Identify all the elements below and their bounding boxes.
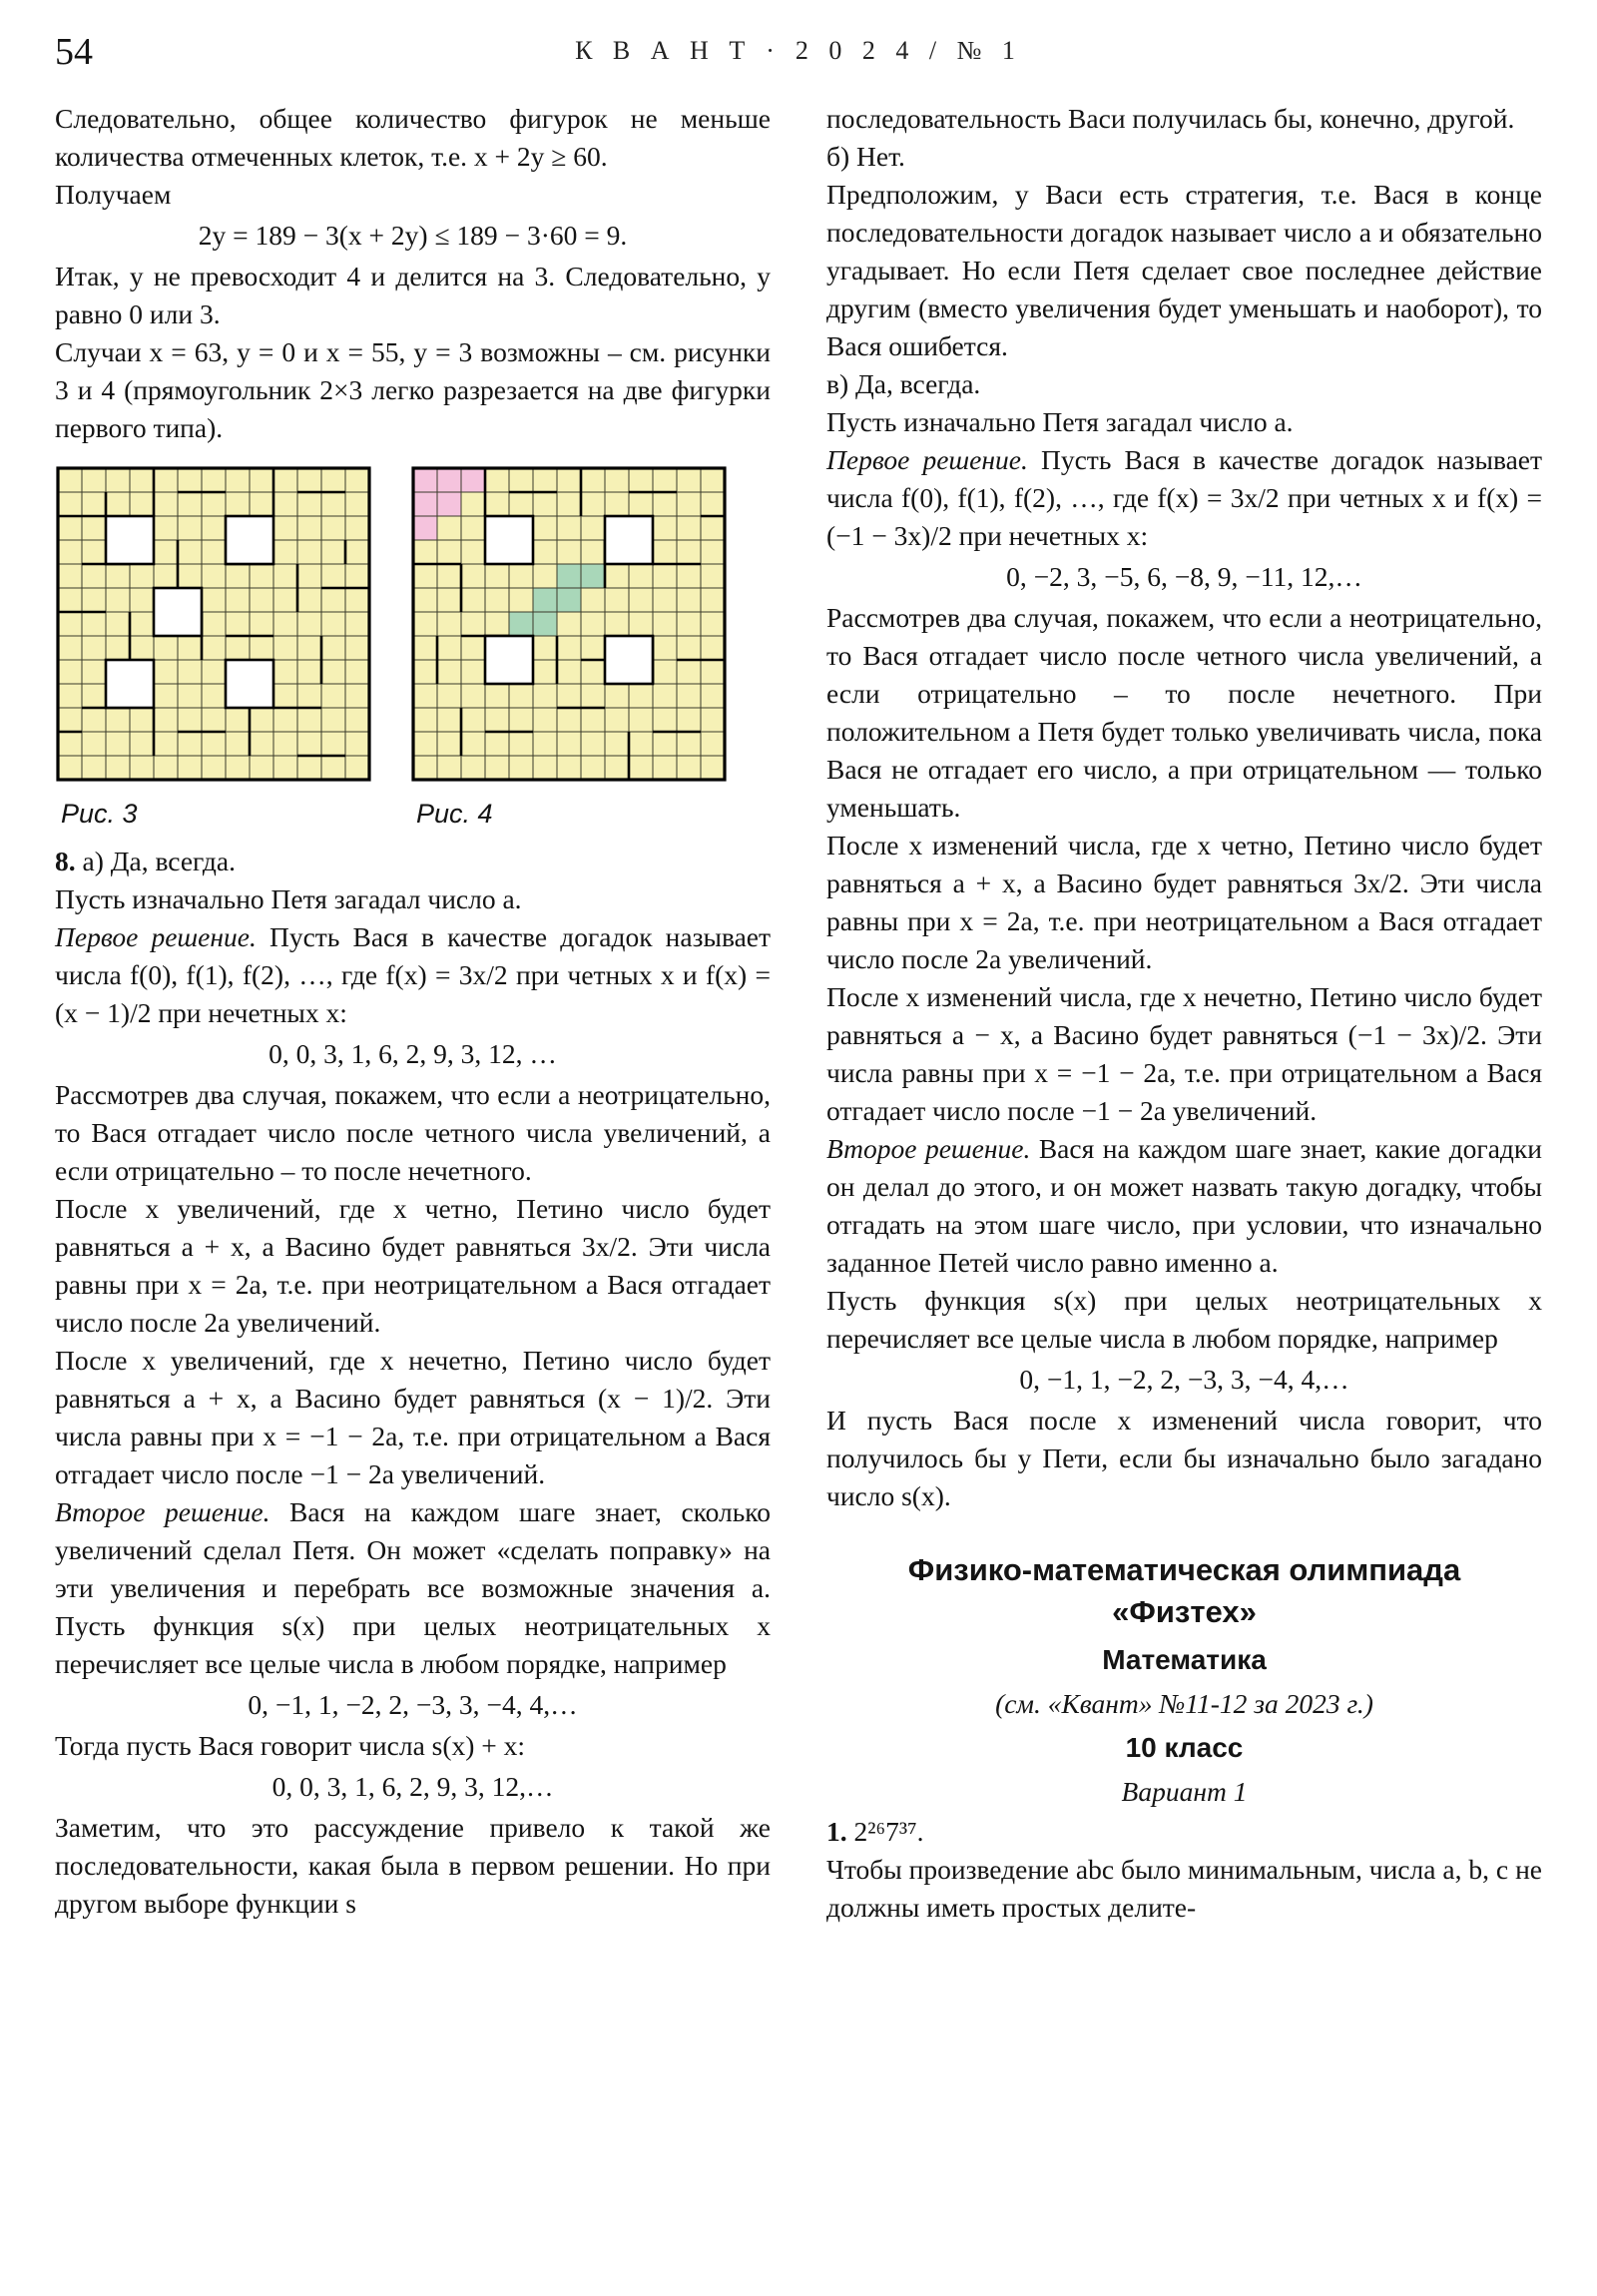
paragraph: После x увеличений, где x нечетно, Петино число будет равняться a + x, а Васино будет равняться (x − 1)/2. Эти числа равны при x = −1 − 2a, т.е. при отрицательном a Вася отгадает число после −1 − 2a увеличений. [55, 1345, 771, 1489]
page-header [55, 26, 1542, 78]
math-line: 0, −1, 1, −2, 2, −3, 3, −4, 4,… [1019, 1364, 1349, 1395]
paragraph: Первое решение. Пусть Вася в качестве догадок называет числа f(0), f(1), f(2), …, где f(x) = 3x/2 при четных x и f(x) = (x − 1)/2 при нечетных x: [55, 921, 771, 1028]
paragraph: Второе решение. Вася на каждом шаге знает, сколько увеличений сделал Петя. Он может «сделать поправку» на эти увеличения и перебрать все возможные значения a. Пусть функция s(x) при целых неотрицательных x перечисляет все целые числа в любом порядке, например [55, 1496, 772, 1679]
italic-lead: Второе решение. [826, 1133, 1039, 1164]
bold-lead: 1. [826, 1816, 854, 1847]
page-number: 54 [55, 31, 93, 73]
paragraph: Тогда пусть Вася говорит числа s(x) + x: [55, 1730, 526, 1761]
paragraph: Случаи x = 63, y = 0 и x = 55, y = 3 возможны – см. рисунки 3 и 4 (прямоугольник 2×3 легко разрезается на две фигурки первого типа). [55, 336, 771, 443]
figures-block [55, 465, 771, 833]
two-column-layout [55, 100, 1542, 1927]
paragraph: б) Нет. [826, 141, 905, 172]
math-line: 2y = 189 − 3(x + 2y) ≤ 189 − 3·60 = 9. [198, 220, 628, 251]
figures-row [55, 465, 771, 833]
bold-lead: 8. [55, 846, 83, 876]
figure-caption: Рис. 3 [61, 799, 138, 829]
journal-issue: 2 0 2 4 / № 1 [795, 36, 1022, 65]
paragraph: Рассмотрев два случая, покажем, что если a неотрицательно, то Вася отгадает число после четного числа увеличений, а если отрицательно – то после нечетного. При положительном a Петя будет только увеличивать числа, пока Вася не отгадает его число, а при отрицательном — только уменьшать. [826, 602, 1542, 823]
subsection-heading: Математика [1102, 1644, 1267, 1675]
math-line: 0, −2, 3, −5, 6, −8, 9, −11, 12,… [1006, 561, 1362, 592]
journal-masthead [55, 36, 1542, 66]
math-line: 0, −1, 1, −2, 2, −3, 3, −4, 4,… [248, 1689, 578, 1720]
paragraph: После x увеличений, где x четно, Петино число будет равняться a + x, а Васино будет равняться 3x/2. Эти числа равны при x = 2a, т.е. при неотрицательном a Вася отгадает число после 2a увеличений. [55, 1193, 771, 1338]
center-italic-line: Вариант 1 [1121, 1776, 1248, 1807]
figure-fig4 [410, 465, 728, 833]
math-line: 0, 0, 3, 1, 6, 2, 9, 3, 12, … [268, 1038, 557, 1069]
left-column [55, 100, 771, 1927]
paragraph: И пусть Вася после x изменений числа говорит, что получилось бы у Пети, если бы изначально было загадано число s(x). [826, 1405, 1542, 1511]
paragraph: Следовательно, общее количество фигурок не меньше количества отмеченных клеток, т.е. x + 2y ≥ 60. [55, 103, 771, 172]
paragraph: последовательность Васи получилась бы, конечно, другой. [826, 103, 1515, 134]
journal-title: К В А Н Т [575, 36, 753, 65]
section-heading: Физико-математическая олимпиада «Физтех» [907, 1552, 1461, 1629]
masthead-separator: · [766, 36, 782, 65]
paragraph: Заметим, что это рассуждение привело к такой же последовательности, какая была в первом решении. Но при другом выборе функции s [55, 1812, 771, 1919]
paragraph: 1. 2²⁶7³⁷. [826, 1816, 924, 1847]
paragraph: Пусть изначально Петя загадал число a. [826, 406, 1294, 437]
grid-figure [55, 465, 372, 783]
paragraph: Чтобы произведение abc было минимальным, числа a, b, c не должны иметь простых делите- [826, 1854, 1542, 1923]
paragraph: Получаем [55, 179, 172, 210]
paragraph: в) Да, всегда. [826, 368, 981, 399]
paragraph: Первое решение. Пусть Вася в качестве догадок называет числа f(0), f(1), f(2), …, где f(x) = 3x/2 при четных x и f(x) = (−1 − 3x)/2 при нечетных x: [826, 444, 1542, 551]
paragraph: Второе решение. Вася на каждом шаге знает, какие догадки он делал до этого, и он может назвать такую догадку, чтобы отгадать на этом шаге число, при условии, что изначально заданное Петей число равно именно a. [826, 1133, 1542, 1278]
math-line: 0, 0, 3, 1, 6, 2, 9, 3, 12,… [271, 1771, 554, 1802]
paragraph: После x изменений числа, где x нечетно, Петино число будет равняться a − x, а Васино будет равняться (−1 − 3x)/2. Эти числа равны при x = −1 − 2a, т.е. при отрицательном a Вася отгадает число после −1 − 2a увеличений. [826, 981, 1542, 1126]
grid-figure [410, 465, 728, 783]
paragraph: 8. а) Да, всегда. [55, 846, 237, 876]
italic-lead: Второе решение. [55, 1496, 290, 1527]
italic-lead: Первое решение. [55, 921, 269, 952]
paragraph: Рассмотрев два случая, покажем, что если a неотрицательно, то Вася отгадает число после четного числа увеличений, а если отрицательно – то после нечетного. [55, 1079, 771, 1186]
paragraph: Итак, y не превосходит 4 и делится на 3. Следовательно, y равно 0 или 3. [55, 261, 771, 329]
paragraph: После x изменений числа, где x четно, Петино число будет равняться a + x, а Васино будет равняться 3x/2. Эти числа равны при x = 2a, т.е. при неотрицательном a Вася отгадает число после 2a увеличений. [826, 830, 1542, 974]
subsection-heading: 10 класс [1125, 1732, 1244, 1763]
paragraph: Пусть изначально Петя загадал число a. [55, 883, 522, 914]
italic-lead: Первое решение. [826, 444, 1041, 475]
center-italic-line: (см. «Квант» №11-12 за 2023 г.) [995, 1688, 1373, 1719]
paragraph: Пусть функция s(x) при целых неотрицательных x перечисляет все целые числа в любом порядке, например [826, 1285, 1542, 1354]
figure-fig3 [55, 465, 372, 833]
right-column [826, 100, 1542, 1927]
figure-caption: Рис. 4 [416, 799, 493, 829]
paragraph: Предположим, у Васи есть стратегия, т.е. Вася в конце последовательности догадок называет число a и обязательно угадывает. Но если Петя сделает свое последнее действие другим (вместо увеличения будет уменьшать и наоборот), то Вася ошибется. [826, 179, 1542, 361]
